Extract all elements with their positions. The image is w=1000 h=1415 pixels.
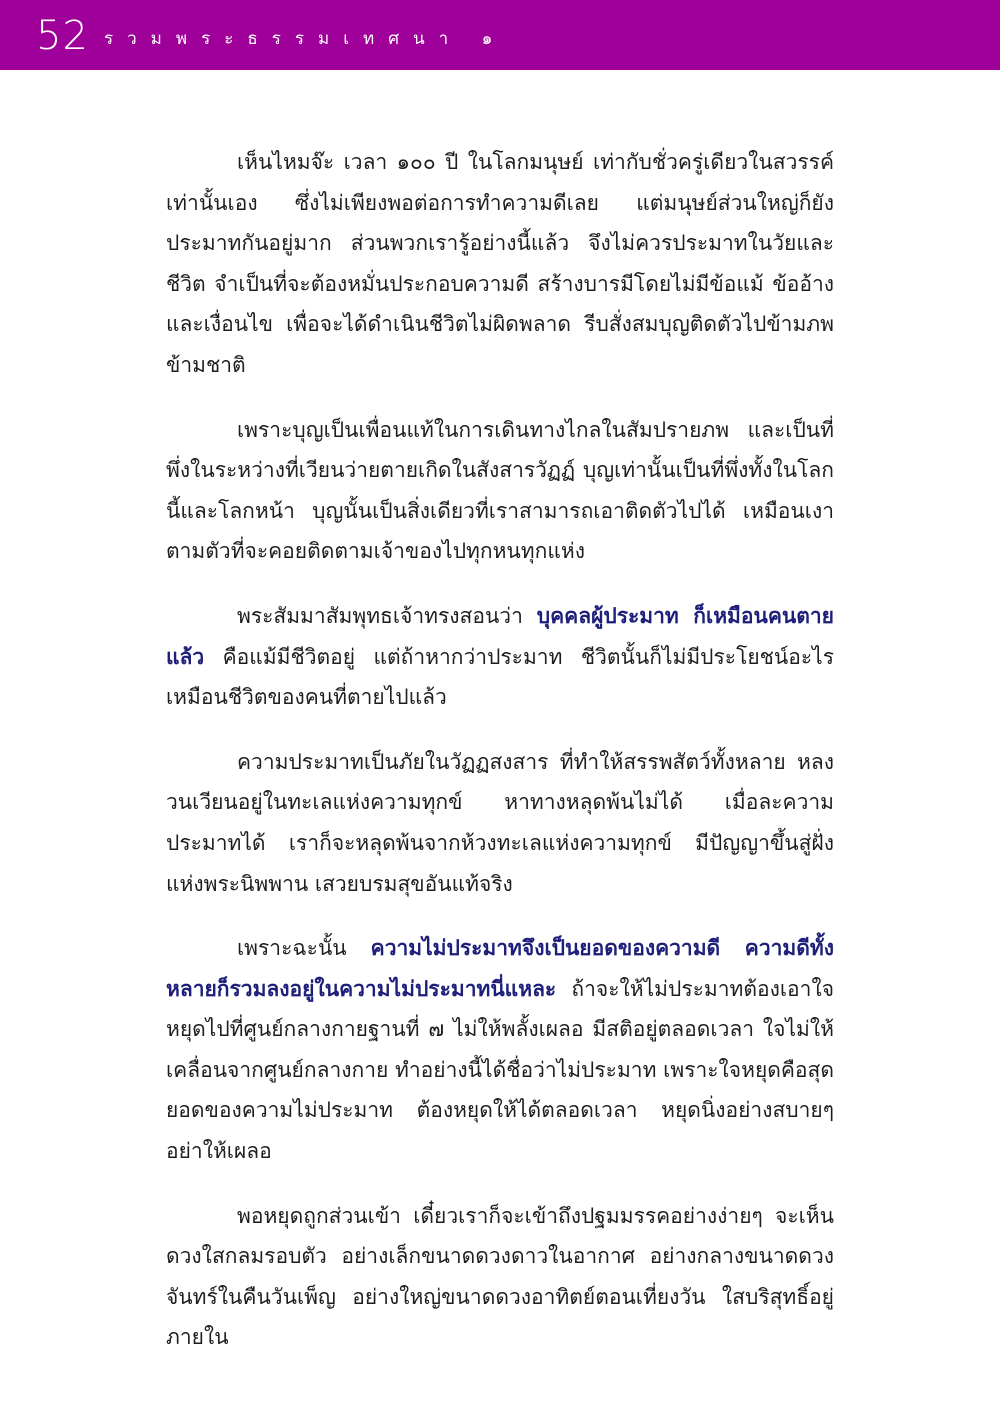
paragraph-text: คือแม้มีชีวิตอยู่ แต่ถ้าหากว่าประมาท ชีวิตนั้นก็ไม่มีประโยชน์อะไร เหมือนชีวิตของคนที่ตายไปแล้ว xyxy=(166,644,834,710)
paragraph-text: เพราะฉะนั้น xyxy=(237,936,371,961)
paragraph-text: พระสัมมาสัมพุทธเจ้าทรงสอนว่า xyxy=(237,603,537,628)
paragraph-2 xyxy=(166,410,834,572)
paragraph-5 xyxy=(166,928,834,1172)
paragraph-6 xyxy=(166,1196,834,1358)
body-text xyxy=(166,142,834,1382)
emphasized-statement: ความไม่ประมาทจึงเป็นยอดของความดี ความดีทั้งหลายก็รวมลงอยู่ในความไม่ประมาทนี่แหละ xyxy=(166,936,835,1001)
paragraph-text: เห็นไหมจ๊ะ เวลา ๑๐๐ ปี ในโลกมนุษย์ เท่ากับชั่วครู่เดียวในสวรรค์ เท่านั้นเอง ซึ่งไม่เพียงพอต่อการทำความดีเลย แต่มนุษย์ส่วนใหญ่ก็ยังประมาทกันอยู่มาก ส่วนพวกเรารู้อย่างนี้แล้ว จึงไม่ควรประมาทในวัยและชีวิต จำเป็นที่จะต้องหมั่นประกอบความดี สร้างบารมีโดยไม่มีข้อแม้ ข้ออ้างและเงื่อนไข เพื่อจะได้ดำเนินชีวิตไม่ผิดพลาด รีบสั่งสมบุญติดตัวไปข้ามภพข้ามชาติ xyxy=(166,150,834,377)
paragraph-text: ความประมาทเป็นภัยในวัฏฏสงสาร ที่ทำให้สรรพสัตว์ทั้งหลาย หลงวนเวียนอยู่ในทะเลแห่งความทุกข์ หาทางหลุดพ้นไม่ได้ เมื่อละความประมาทได้ เราก็จะหลุดพ้นจากห้วงทะเลแห่งความทุกข์ มีปัญญาขึ้นสู่ฝั่งแห่งพระนิพพาน เสวยบรมสุขอันแท้จริง xyxy=(166,749,834,896)
paragraph-text: เพราะบุญเป็นเพื่อนแท้ในการเดินทางไกลในสัมปรายภพ และเป็นที่พึ่งในระหว่างที่เวียนว่ายตายเกิดในสังสารวัฏฏ์ บุญเท่านั้นเป็นที่พึ่งทั้งในโลกนี้และโลกหน้า บุญนั้นเป็นสิ่งเดียวที่เราสามารถเอาติดตัวไปได้ เหมือนเงาตามตัวที่จะคอยติดตามเจ้าของไปทุกหนทุกแห่ง xyxy=(166,417,834,564)
paragraph-3 xyxy=(166,596,834,718)
header-band xyxy=(0,0,1000,70)
emphasized-quote: บุคคลผู้ประมาท ก็เหมือนคนตายแล้ว xyxy=(166,603,834,669)
book-title: รวมพระธรรมเทศนา ๑ xyxy=(104,29,507,49)
paragraph-1 xyxy=(166,142,834,386)
page-number: 52 xyxy=(36,13,89,59)
paragraph-text: ถ้าจะให้ไม่ประมาทต้องเอาใจหยุดไปที่ศูนย์กลางกายฐานที่ ๗ ไม่ให้พลั้งเผลอ มีสติอยู่ตลอดเวลา ใจไม่ให้เคลื่อนจากศูนย์กลางกาย ทำอย่างนี้ได้ชื่อว่าไม่ประมาท เพราะใจหยุดคือสุดยอดของความไม่ประมาท ต้องหยุดให้ได้ตลอดเวลา หยุดนิ่งอย่างสบายๆ อย่าให้เผลอ xyxy=(166,976,834,1164)
paragraph-text: พอหยุดถูกส่วนเข้า เดี๋ยวเราก็จะเข้าถึงปฐมมรรคอย่างง่ายๆ จะเห็นดวงใสกลมรอบตัว อย่างเล็กขนาดดวงดาวในอากาศ อย่างกลางขนาดดวงจันทร์ในคืนวันเพ็ญ อย่างใหญ่ขนาดดวงอาทิตย์ตอนเที่ยงวัน ใสบริสุทธิ์อยู่ภายใน xyxy=(166,1203,834,1350)
paragraph-4 xyxy=(166,742,834,904)
